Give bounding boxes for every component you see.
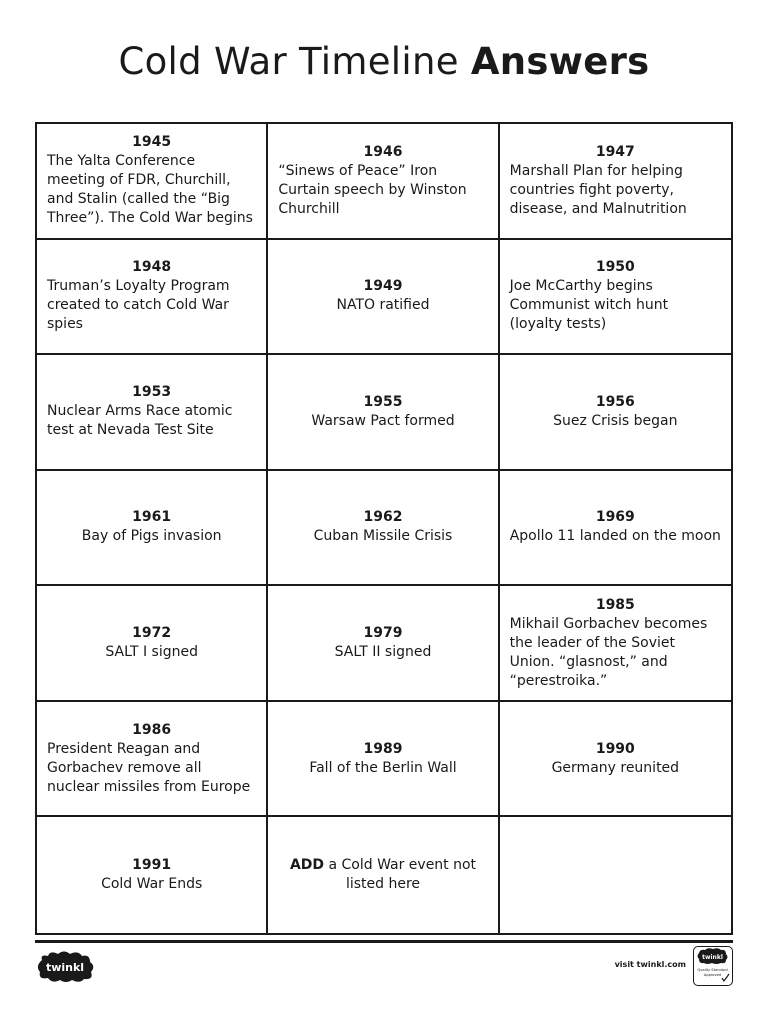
timeline-year: 1961	[132, 509, 172, 526]
timeline-year: 1972	[132, 625, 172, 642]
quality-badge	[693, 946, 733, 986]
timeline-event: Mikhail Gorbachev becomes the leader of the Soviet Union. “glasnost,” and “perestroika.”	[509, 615, 708, 689]
timeline-event: Suez Crisis began	[553, 412, 678, 429]
page-title	[0, 40, 768, 83]
timeline-year: 1985	[595, 596, 635, 613]
add-event-cell	[268, 817, 499, 933]
timeline-event: President Reagan and Gorbachev remove all nuclear missiles from Europe	[47, 740, 251, 795]
timeline-cell-1949	[268, 240, 499, 356]
timeline-cell-1956	[500, 355, 731, 471]
timeline-event: Cold War Ends	[101, 876, 203, 893]
timeline-cell-1947	[500, 124, 731, 240]
timeline-event: “Sinews of Peace” Iron Curtain speech by Winston Churchill	[278, 162, 467, 217]
timeline-year: 1953	[132, 384, 172, 401]
add-event-text	[278, 856, 487, 894]
timeline-year: 1990	[595, 740, 635, 757]
add-description: a Cold War event not listed here	[324, 857, 477, 893]
timeline-cell-1991	[37, 817, 268, 933]
timeline-cell-1955	[268, 355, 499, 471]
timeline-event: Germany reunited	[551, 759, 680, 776]
timeline-year: 1989	[363, 740, 403, 757]
visit-link[interactable]: visit twinkl.com	[614, 960, 686, 969]
timeline-grid	[35, 122, 733, 935]
badge-line1: Quality Standard	[697, 968, 728, 972]
timeline-year: 1986	[132, 721, 172, 738]
logo-text: twinkl	[45, 961, 85, 974]
badge-line2: Approved	[703, 973, 722, 977]
timeline-cell-1945	[37, 124, 268, 240]
timeline-year: 1945	[132, 134, 172, 151]
timeline-year: 1991	[132, 857, 172, 874]
quality-badge-icon	[694, 947, 731, 984]
timeline-year: 1946	[363, 143, 403, 160]
timeline-event: Warsaw Pact formed	[311, 412, 455, 429]
timeline-event: Cuban Missile Crisis	[313, 528, 453, 545]
timeline-year: 1949	[363, 278, 403, 295]
timeline-event: The Yalta Conference meeting of FDR, Churchill, and Stalin (called the “Big Three”). The Cold War begins	[47, 153, 253, 227]
timeline-cell-1961	[37, 471, 268, 587]
timeline-year: 1950	[595, 259, 635, 276]
timeline-cell-1969	[500, 471, 731, 587]
badge-brand: twinkl	[702, 954, 723, 961]
timeline-event: Bay of Pigs invasion	[81, 528, 222, 545]
timeline-cell-1953	[37, 355, 268, 471]
timeline-cell-1989	[268, 702, 499, 818]
add-label: ADD	[289, 857, 325, 874]
timeline-year: 1955	[363, 393, 403, 410]
timeline-year: 1969	[595, 509, 635, 526]
empty-cell	[500, 817, 731, 933]
timeline-event: SALT I signed	[105, 644, 198, 661]
timeline-event: Fall of the Berlin Wall	[309, 759, 457, 776]
title-bold: Answers	[470, 40, 650, 83]
timeline-year: 1947	[595, 143, 635, 160]
timeline-event: Joe McCarthy begins Communist witch hunt (loyalty tests)	[509, 278, 669, 333]
timeline-cell-1962	[268, 471, 499, 587]
timeline-cell-1979	[268, 586, 499, 702]
timeline-year: 1979	[363, 625, 403, 642]
check-icon	[722, 974, 729, 981]
timeline-year: 1956	[595, 393, 635, 410]
timeline-event: Marshall Plan for helping countries fight poverty, disease, and Malnutrition	[509, 162, 687, 217]
timeline-cell-1948	[37, 240, 268, 356]
timeline-event: Truman’s Loyalty Program created to catch Cold War spies	[47, 278, 230, 333]
timeline-cell-1946	[268, 124, 499, 240]
timeline-event: Nuclear Arms Race atomic test at Nevada Test Site	[47, 403, 233, 439]
timeline-year: 1962	[363, 509, 403, 526]
timeline-year: 1948	[132, 259, 172, 276]
timeline-cell-1972	[37, 586, 268, 702]
timeline-cell-1950	[500, 240, 731, 356]
timeline-cell-1986	[37, 702, 268, 818]
title-regular: Cold War Timeline	[118, 40, 459, 83]
timeline-event: SALT II signed	[334, 644, 432, 661]
timeline-cell-1990	[500, 702, 731, 818]
timeline-cell-1985	[500, 586, 731, 702]
timeline-event: NATO ratified	[336, 297, 430, 314]
footer-divider	[35, 940, 733, 943]
twinkl-logo	[36, 950, 96, 984]
timeline-event: Apollo 11 landed on the moon	[509, 528, 721, 545]
